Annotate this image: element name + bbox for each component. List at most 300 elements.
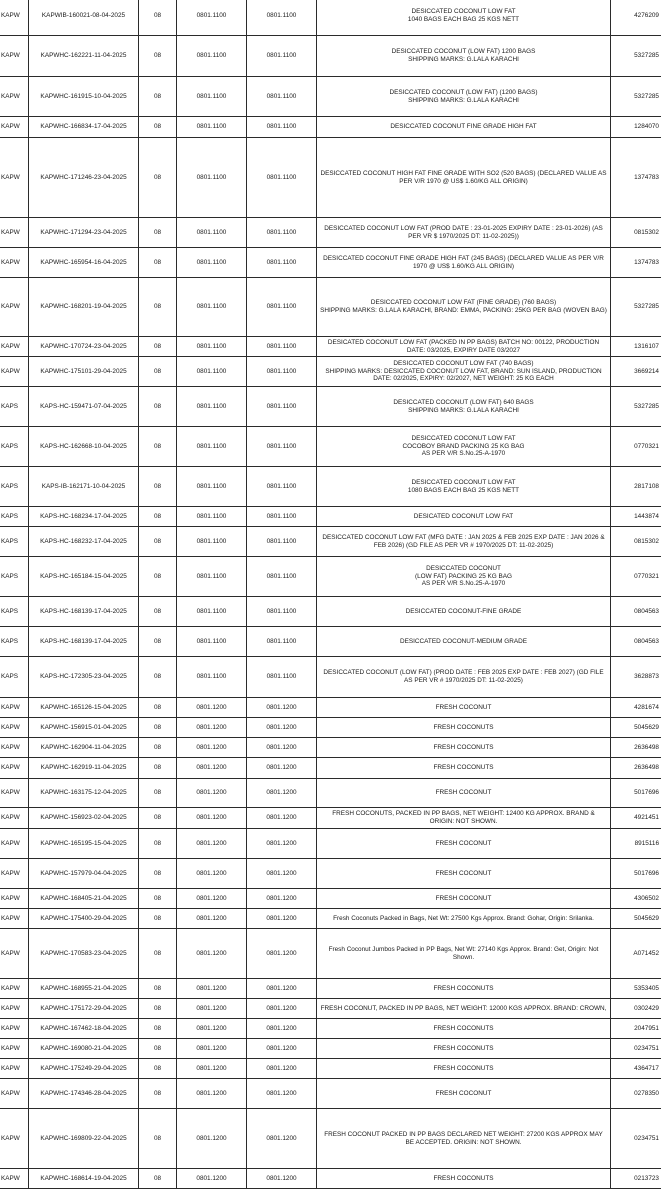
chapter-cell: 08 xyxy=(139,0,177,36)
hs-code-cell: 0801.1100 xyxy=(177,657,247,698)
hs-code-cell: 0801.1100 xyxy=(177,627,247,657)
description-cell: DESICCATED COCONUT FINE GRADE HIGH FAT (245 BAGS) (DECLARED VALUE AS PER V/R 1970 @ US$ 1.60/KG ALL ORIGIN) xyxy=(317,248,611,278)
gd-number-cell: KAPWHC-163175-12-04-2025 xyxy=(29,779,139,808)
hs-code-cell: 0801.1100 xyxy=(177,527,247,557)
chapter-cell: 08 xyxy=(139,1059,177,1079)
hs-code-cell: 0801.1100 xyxy=(177,557,247,597)
hs-code-cell: 0801.1200 xyxy=(177,999,247,1019)
hs-code-cell: 0801.1200 xyxy=(177,698,247,718)
collectorate-cell: KAPW xyxy=(0,1039,29,1059)
chapter-cell: 08 xyxy=(139,718,177,738)
chapter-cell: 08 xyxy=(139,1019,177,1039)
ntn-cell: A071452 xyxy=(611,929,661,979)
description-cell: DESICATED COCONUT LOW FAT (PACKED IN PP BAGS) BATCH NO: 00122, PRODUCTION DATE: 03/2025, EXPIRY DATE 03/2027 xyxy=(317,337,611,357)
ntn-cell: 0804563 xyxy=(611,597,661,627)
table-row xyxy=(0,337,661,357)
hs-code-cell: 0801.1200 xyxy=(177,859,247,889)
table-row xyxy=(0,929,661,979)
gd-number-cell: KAPWHC-165126-15-04-2025 xyxy=(29,698,139,718)
gd-number-cell: KAPWHC-162919-11-04-2025 xyxy=(29,758,139,779)
hs-code-cell: 0801.1200 xyxy=(177,718,247,738)
gd-number-cell: KAPWHC-168614-19-04-2025 xyxy=(29,1169,139,1189)
description-cell: FRESH COCONUTS xyxy=(317,718,611,738)
table-row xyxy=(0,117,661,138)
gd-number-cell: KAPWHC-165195-15-04-2025 xyxy=(29,829,139,859)
table-row xyxy=(0,979,661,999)
ntn-cell: 4276209 xyxy=(611,0,661,36)
collectorate-cell: KAPW xyxy=(0,999,29,1019)
pct-code-cell: 0801.1200 xyxy=(247,1169,317,1189)
table-row xyxy=(0,859,661,889)
description-cell: FRESH COCONUTS xyxy=(317,979,611,999)
description-cell: DESICCATED COCONUT LOW FAT (740 BAGS) SHIPPING MARKS: DESICCATED COCONUT LOW FAT, BRAND: SUN ISLAND, PRODUCTION DATE: 02/2025, EXPIRY: 02/2027, NET WEIGHT: 25 KG EACH xyxy=(317,357,611,387)
description-cell: DESICCATED COCONUT FINE GRADE HIGH FAT xyxy=(317,117,611,138)
table-row xyxy=(0,36,661,77)
pct-code-cell: 0801.1200 xyxy=(247,889,317,909)
collectorate-cell: KAPS xyxy=(0,597,29,627)
collectorate-cell: KAPS xyxy=(0,467,29,507)
table-row xyxy=(0,248,661,278)
hs-code-cell: 0801.1100 xyxy=(177,427,247,467)
gd-number-cell: KAPWHC-171246-23-04-2025 xyxy=(29,138,139,218)
chapter-cell: 08 xyxy=(139,77,177,117)
gd-number-cell: KAPWHC-171294-23-04-2025 xyxy=(29,218,139,248)
collectorate-cell: KAPW xyxy=(0,929,29,979)
chapter-cell: 08 xyxy=(139,36,177,77)
hs-code-cell: 0801.1200 xyxy=(177,909,247,929)
description-cell: DESICCATED COCONUT LOW FAT COCOBOY BRAND PACKING 25 KG BAG AS PER V/R S.No.25-A-1970 xyxy=(317,427,611,467)
ntn-cell: 1374783 xyxy=(611,248,661,278)
chapter-cell: 08 xyxy=(139,467,177,507)
collectorate-cell: KAPS xyxy=(0,557,29,597)
collectorate-cell: KAPW xyxy=(0,718,29,738)
collectorate-cell: KAPW xyxy=(0,1059,29,1079)
collectorate-cell: KAPW xyxy=(0,357,29,387)
chapter-cell: 08 xyxy=(139,829,177,859)
table-row xyxy=(0,1059,661,1079)
hs-code-cell: 0801.1100 xyxy=(177,36,247,77)
hs-code-cell: 0801.1200 xyxy=(177,758,247,779)
collectorate-cell: KAPW xyxy=(0,278,29,337)
pct-code-cell: 0801.1100 xyxy=(247,278,317,337)
chapter-cell: 08 xyxy=(139,758,177,779)
description-cell: FRESH COCONUT xyxy=(317,829,611,859)
ntn-cell: 2047951 xyxy=(611,1019,661,1039)
hs-code-cell: 0801.1100 xyxy=(177,278,247,337)
gd-number-cell: KAPS-HC-159471-07-04-2025 xyxy=(29,387,139,427)
description-cell: FRESH COCONUTS xyxy=(317,1039,611,1059)
table-row xyxy=(0,909,661,929)
gd-number-cell: KAPWHC-169809-22-04-2025 xyxy=(29,1109,139,1169)
pct-code-cell: 0801.1100 xyxy=(247,657,317,698)
description-cell: FRESH COCONUT xyxy=(317,889,611,909)
pct-code-cell: 0801.1100 xyxy=(247,77,317,117)
collectorate-cell: KAPW xyxy=(0,1169,29,1189)
gd-number-cell: KAPS-HC-172305-23-04-2025 xyxy=(29,657,139,698)
gd-number-cell: KAPS-HC-168234-17-04-2025 xyxy=(29,507,139,527)
description-cell: DESICCATED COCONUT LOW FAT (PROD DATE : 23-01-2025 EXPIRY DATE : 23-01-2026) (AS PER VR $ 1970/2025 DT: 11-02-2025)) xyxy=(317,218,611,248)
description-cell: FRESH COCONUT xyxy=(317,698,611,718)
ntn-cell: 4921451 xyxy=(611,808,661,829)
ntn-cell: 5327285 xyxy=(611,387,661,427)
pct-code-cell: 0801.1200 xyxy=(247,979,317,999)
description-cell: DESICCATED COCONUT HIGH FAT FINE GRADE WITH SO2 (520 BAGS) (DECLARED VALUE AS PER V/R 1970 @ US$ 1.60/KG ALL ORIGIN) xyxy=(317,138,611,218)
ntn-cell: 5045629 xyxy=(611,718,661,738)
ntn-cell: 5353405 xyxy=(611,979,661,999)
collectorate-cell: KAPW xyxy=(0,979,29,999)
gd-number-cell: KAPS-HC-162668-10-04-2025 xyxy=(29,427,139,467)
chapter-cell: 08 xyxy=(139,1109,177,1169)
collectorate-cell: KAPW xyxy=(0,117,29,138)
chapter-cell: 08 xyxy=(139,999,177,1019)
description-cell: FRESH COCONUTS xyxy=(317,1169,611,1189)
ntn-cell: 0234751 xyxy=(611,1039,661,1059)
description-cell: DESICCATED COCONUT LOW FAT 1080 BAGS EACH BAG 25 KGS NETT xyxy=(317,467,611,507)
table-row xyxy=(0,138,661,218)
ntn-cell: 5045629 xyxy=(611,909,661,929)
hs-code-cell: 0801.1100 xyxy=(177,0,247,36)
collectorate-cell: KAPW xyxy=(0,337,29,357)
gd-number-cell: KAPWHC-156923-02-04-2025 xyxy=(29,808,139,829)
hs-code-cell: 0801.1200 xyxy=(177,1079,247,1109)
collectorate-cell: KAPW xyxy=(0,859,29,889)
description-cell: FRESH COCONUTS, PACKED IN PP BAGS, NET WEIGHT: 12400 KG APPROX. BRAND & ORIGIN: NOT SHOWN. xyxy=(317,808,611,829)
pct-code-cell: 0801.1200 xyxy=(247,738,317,758)
pct-code-cell: 0801.1200 xyxy=(247,909,317,929)
pct-code-cell: 0801.1100 xyxy=(247,557,317,597)
description-cell: DESICCATED COCONUT LOW FAT 1040 BAGS EACH BAG 25 KGS NETT xyxy=(317,0,611,36)
chapter-cell: 08 xyxy=(139,337,177,357)
hs-code-cell: 0801.1200 xyxy=(177,1169,247,1189)
collectorate-cell: KAPW xyxy=(0,0,29,36)
pct-code-cell: 0801.1100 xyxy=(247,597,317,627)
chapter-cell: 08 xyxy=(139,427,177,467)
gd-number-cell: KAPWHC-175249-29-04-2025 xyxy=(29,1059,139,1079)
ntn-cell: 1316107 xyxy=(611,337,661,357)
hs-code-cell: 0801.1200 xyxy=(177,1059,247,1079)
hs-code-cell: 0801.1100 xyxy=(177,218,247,248)
ntn-cell: 0302429 xyxy=(611,999,661,1019)
description-cell: FRESH COCONUT xyxy=(317,1079,611,1109)
table-row xyxy=(0,1019,661,1039)
hs-code-cell: 0801.1100 xyxy=(177,467,247,507)
hs-code-cell: 0801.1100 xyxy=(177,77,247,117)
hs-code-cell: 0801.1100 xyxy=(177,117,247,138)
ntn-cell: 4364717 xyxy=(611,1059,661,1079)
ntn-cell: 0815302 xyxy=(611,527,661,557)
table-row xyxy=(0,597,661,627)
pct-code-cell: 0801.1100 xyxy=(247,627,317,657)
collectorate-cell: KAPS xyxy=(0,657,29,698)
table-row xyxy=(0,427,661,467)
collectorate-cell: KAPW xyxy=(0,138,29,218)
gd-number-cell: KAPWHC-168955-21-04-2025 xyxy=(29,979,139,999)
collectorate-cell: KAPS xyxy=(0,387,29,427)
description-cell: FRESH COCONUTS xyxy=(317,758,611,779)
ntn-cell: 0770321 xyxy=(611,427,661,467)
collectorate-cell: KAPW xyxy=(0,889,29,909)
chapter-cell: 08 xyxy=(139,557,177,597)
gd-number-cell: KAPWHC-168201-19-04-2025 xyxy=(29,278,139,337)
ntn-cell: 3628873 xyxy=(611,657,661,698)
pct-code-cell: 0801.1100 xyxy=(247,36,317,77)
table-row xyxy=(0,278,661,337)
ntn-cell: 4306502 xyxy=(611,889,661,909)
gd-number-cell: KAPS-HC-168232-17-04-2025 xyxy=(29,527,139,557)
collectorate-cell: KAPS xyxy=(0,507,29,527)
hs-code-cell: 0801.1200 xyxy=(177,829,247,859)
ntn-cell: 5017696 xyxy=(611,859,661,889)
chapter-cell: 08 xyxy=(139,979,177,999)
gd-number-cell: KAPWHC-162904-11-04-2025 xyxy=(29,738,139,758)
description-cell: DESICCATED COCONUT (LOW FAT) (PROD DATE : FEB 2025 EXP DATE : FEB 2027) (GD FILE AS PER VR # 1970/2025 DT: 11-02-2025) xyxy=(317,657,611,698)
gd-number-cell: KAPWHC-168405-21-04-2025 xyxy=(29,889,139,909)
gd-number-cell: KAPWHC-174346-28-04-2025 xyxy=(29,1079,139,1109)
table-row xyxy=(0,808,661,829)
description-cell: DESICCATED COCONUT (LOW FAT) 640 BAGS SHIPPING MARKS: G.LALA KARACHI xyxy=(317,387,611,427)
table-row xyxy=(0,627,661,657)
hs-code-cell: 0801.1100 xyxy=(177,357,247,387)
chapter-cell: 08 xyxy=(139,527,177,557)
ntn-cell: 1443874 xyxy=(611,507,661,527)
collectorate-cell: KAPW xyxy=(0,218,29,248)
chapter-cell: 08 xyxy=(139,889,177,909)
ntn-cell: 3669214 xyxy=(611,357,661,387)
collectorate-cell: KAPW xyxy=(0,1079,29,1109)
gd-number-cell: KAPWHC-157979-04-04-2025 xyxy=(29,859,139,889)
ntn-cell: 5327285 xyxy=(611,77,661,117)
description-cell: DESICCATED COCONUT-MEDIUM GRADE xyxy=(317,627,611,657)
description-cell: FRESH COCONUT, PACKED IN PP BAGS, NET WEIGHT: 12000 KGS APPROX. BRAND: CROWN, xyxy=(317,999,611,1019)
pct-code-cell: 0801.1100 xyxy=(247,0,317,36)
hs-code-cell: 0801.1200 xyxy=(177,808,247,829)
collectorate-cell: KAPW xyxy=(0,808,29,829)
collectorate-cell: KAPS xyxy=(0,527,29,557)
pct-code-cell: 0801.1100 xyxy=(247,357,317,387)
collectorate-cell: KAPW xyxy=(0,36,29,77)
description-cell: DESICCATED COCONUT (LOW FAT) 1200 BAGS SHIPPING MARKS: G.LALA KARACHI xyxy=(317,36,611,77)
pct-code-cell: 0801.1100 xyxy=(247,138,317,218)
table-row xyxy=(0,77,661,117)
hs-code-cell: 0801.1100 xyxy=(177,507,247,527)
ntn-cell: 1284070 xyxy=(611,117,661,138)
ntn-cell: 2636498 xyxy=(611,738,661,758)
hs-code-cell: 0801.1200 xyxy=(177,1019,247,1039)
pct-code-cell: 0801.1200 xyxy=(247,1039,317,1059)
description-cell: FRESH COCONUT PACKED IN PP BAGS DECLARED NET WEIGHT: 27200 KGS APPROX MAY BE ACCEPTED. ORIGIN: NOT SHOWN. xyxy=(317,1109,611,1169)
hs-code-cell: 0801.1100 xyxy=(177,387,247,427)
chapter-cell: 08 xyxy=(139,808,177,829)
ntn-cell: 2636498 xyxy=(611,758,661,779)
ntn-cell: 1374783 xyxy=(611,138,661,218)
description-cell: FRESH COCONUT xyxy=(317,779,611,808)
gd-number-cell: KAPWHC-167462-18-04-2025 xyxy=(29,1019,139,1039)
gd-number-cell: KAPWHC-161915-10-04-2025 xyxy=(29,77,139,117)
table-row xyxy=(0,1079,661,1109)
gd-number-cell: KAPWHC-175101-29-04-2025 xyxy=(29,357,139,387)
table-row xyxy=(0,657,661,698)
pct-code-cell: 0801.1200 xyxy=(247,808,317,829)
table-row xyxy=(0,829,661,859)
description-cell: DESICCATED COCONUT (LOW FAT) PACKING 25 KG BAG AS PER V/R S.No.25-A-1970 xyxy=(317,557,611,597)
ntn-cell: 0278350 xyxy=(611,1079,661,1109)
gd-number-cell: KAPS-HC-165184-15-04-2025 xyxy=(29,557,139,597)
chapter-cell: 08 xyxy=(139,597,177,627)
pct-code-cell: 0801.1100 xyxy=(247,117,317,138)
description-cell: DESICCATED COCONUT (LOW FAT) (1200 BAGS) SHIPPING MARKS: G.LALA KARACHI xyxy=(317,77,611,117)
gd-number-cell: KAPWHC-169080-21-04-2025 xyxy=(29,1039,139,1059)
ntn-cell: 0815302 xyxy=(611,218,661,248)
table-row xyxy=(0,779,661,808)
ntn-cell: 2817108 xyxy=(611,467,661,507)
description-cell: FRESH COCONUTS xyxy=(317,1059,611,1079)
pct-code-cell: 0801.1200 xyxy=(247,859,317,889)
description-cell: DESICATED COCONUT LOW FAT xyxy=(317,507,611,527)
pct-code-cell: 0801.1100 xyxy=(247,507,317,527)
chapter-cell: 08 xyxy=(139,248,177,278)
table-row xyxy=(0,0,661,36)
gd-number-cell: KAPWHC-175400-29-04-2025 xyxy=(29,909,139,929)
gd-number-cell: KAPWHC-175172-29-04-2025 xyxy=(29,999,139,1019)
collectorate-cell: KAPW xyxy=(0,698,29,718)
chapter-cell: 08 xyxy=(139,1079,177,1109)
description-cell: Fresh Coconut Jumbos Packed in PP Bags, Net Wt: 27140 Kgs Approx. Brand: Get, Origin: Not Shown. xyxy=(317,929,611,979)
table-row xyxy=(0,999,661,1019)
collectorate-cell: KAPW xyxy=(0,829,29,859)
hs-code-cell: 0801.1200 xyxy=(177,1109,247,1169)
collectorate-cell: KAPS xyxy=(0,427,29,467)
chapter-cell: 08 xyxy=(139,357,177,387)
gd-number-cell: KAPWIB-160021-08-04-2025 xyxy=(29,0,139,36)
description-cell: DESICCATED COCONUT-FINE GRADE xyxy=(317,597,611,627)
pct-code-cell: 0801.1200 xyxy=(247,1019,317,1039)
gd-number-cell: KAPS-HC-168139-17-04-2025 xyxy=(29,627,139,657)
collectorate-cell: KAPW xyxy=(0,1109,29,1169)
pct-code-cell: 0801.1100 xyxy=(247,387,317,427)
collectorate-cell: KAPW xyxy=(0,758,29,779)
chapter-cell: 08 xyxy=(139,698,177,718)
gd-number-cell: KAPS-HC-168139-17-04-2025 xyxy=(29,597,139,627)
table-row xyxy=(0,1169,661,1189)
hs-code-cell: 0801.1200 xyxy=(177,738,247,758)
chapter-cell: 08 xyxy=(139,779,177,808)
chapter-cell: 08 xyxy=(139,117,177,138)
description-cell: FRESH COCONUT xyxy=(317,859,611,889)
chapter-cell: 08 xyxy=(139,657,177,698)
pct-code-cell: 0801.1200 xyxy=(247,698,317,718)
chapter-cell: 08 xyxy=(139,1039,177,1059)
description-cell: FRESH COCONUTS xyxy=(317,738,611,758)
table-row xyxy=(0,738,661,758)
hs-code-cell: 0801.1200 xyxy=(177,1039,247,1059)
hs-code-cell: 0801.1100 xyxy=(177,138,247,218)
ntn-cell: 0213723 xyxy=(611,1169,661,1189)
table-row xyxy=(0,467,661,507)
chapter-cell: 08 xyxy=(139,859,177,889)
hs-code-cell: 0801.1200 xyxy=(177,979,247,999)
table-row xyxy=(0,758,661,779)
hs-code-cell: 0801.1200 xyxy=(177,779,247,808)
pct-code-cell: 0801.1200 xyxy=(247,1059,317,1079)
chapter-cell: 08 xyxy=(139,507,177,527)
table-row xyxy=(0,387,661,427)
table-row xyxy=(0,218,661,248)
gd-number-cell: KAPWHC-165954-16-04-2025 xyxy=(29,248,139,278)
table-row xyxy=(0,527,661,557)
description-cell: DESICCATED COCONUT LOW FAT (FINE GRADE) (760 BAGS) SHIPPING MARKS: G.LALA KARACHI, BRAND: EMMA, PACKING: 25KG PER BAG (WOVEN BAG) xyxy=(317,278,611,337)
gd-number-cell: KAPS-IB-162171-10-04-2025 xyxy=(29,467,139,507)
collectorate-cell: KAPW xyxy=(0,248,29,278)
ntn-cell: 4281674 xyxy=(611,698,661,718)
ntn-cell: 5017696 xyxy=(611,779,661,808)
description-cell: Fresh Coconuts Packed in Bags, Net Wt: 27500 Kgs Approx. Brand: Gohar, Origin: Srilanka. xyxy=(317,909,611,929)
hs-code-cell: 0801.1100 xyxy=(177,337,247,357)
chapter-cell: 08 xyxy=(139,929,177,979)
pct-code-cell: 0801.1100 xyxy=(247,467,317,507)
gd-number-cell: KAPWHC-166834-17-04-2025 xyxy=(29,117,139,138)
description-cell: DESICCATED COCONUT LOW FAT (MFG DATE : JAN 2025 & FEB 2025 EXP DATE : JAN 2026 & FEB 2026) (GD FILE AS PER VR # 1970/2025 DT: 11-02-2025) xyxy=(317,527,611,557)
chapter-cell: 08 xyxy=(139,138,177,218)
gd-number-cell: KAPWHC-156915-01-04-2025 xyxy=(29,718,139,738)
ntn-cell: 0770321 xyxy=(611,557,661,597)
table-row xyxy=(0,507,661,527)
ntn-cell: 0804563 xyxy=(611,627,661,657)
pct-code-cell: 0801.1100 xyxy=(247,218,317,248)
gd-number-cell: KAPWHC-162221-11-04-2025 xyxy=(29,36,139,77)
gd-number-cell: KAPWHC-170724-23-04-2025 xyxy=(29,337,139,357)
ntn-cell: 5327285 xyxy=(611,278,661,337)
table-row xyxy=(0,557,661,597)
chapter-cell: 08 xyxy=(139,387,177,427)
description-cell: FRESH COCONUTS xyxy=(317,1019,611,1039)
ntn-cell: 5327285 xyxy=(611,36,661,77)
ntn-cell: 0234751 xyxy=(611,1109,661,1169)
pct-code-cell: 0801.1200 xyxy=(247,758,317,779)
pct-code-cell: 0801.1100 xyxy=(247,337,317,357)
pct-code-cell: 0801.1100 xyxy=(247,427,317,467)
table-row xyxy=(0,718,661,738)
table-row xyxy=(0,357,661,387)
chapter-cell: 08 xyxy=(139,909,177,929)
collectorate-cell: KAPW xyxy=(0,779,29,808)
gd-number-cell: KAPWHC-170583-23-04-2025 xyxy=(29,929,139,979)
pct-code-cell: 0801.1100 xyxy=(247,248,317,278)
table-row xyxy=(0,698,661,718)
collectorate-cell: KAPW xyxy=(0,77,29,117)
collectorate-cell: KAPW xyxy=(0,1019,29,1039)
table-row xyxy=(0,1039,661,1059)
hs-code-cell: 0801.1100 xyxy=(177,248,247,278)
chapter-cell: 08 xyxy=(139,278,177,337)
pct-code-cell: 0801.1100 xyxy=(247,527,317,557)
pct-code-cell: 0801.1200 xyxy=(247,1109,317,1169)
pct-code-cell: 0801.1200 xyxy=(247,1079,317,1109)
ntn-cell: 8915116 xyxy=(611,829,661,859)
table-row xyxy=(0,889,661,909)
chapter-cell: 08 xyxy=(139,627,177,657)
collectorate-cell: KAPW xyxy=(0,738,29,758)
chapter-cell: 08 xyxy=(139,738,177,758)
chapter-cell: 08 xyxy=(139,218,177,248)
pct-code-cell: 0801.1200 xyxy=(247,829,317,859)
collectorate-cell: KAPS xyxy=(0,627,29,657)
pct-code-cell: 0801.1200 xyxy=(247,718,317,738)
pct-code-cell: 0801.1200 xyxy=(247,999,317,1019)
hs-code-cell: 0801.1200 xyxy=(177,889,247,909)
pct-code-cell: 0801.1200 xyxy=(247,929,317,979)
collectorate-cell: KAPW xyxy=(0,909,29,929)
chapter-cell: 08 xyxy=(139,1169,177,1189)
